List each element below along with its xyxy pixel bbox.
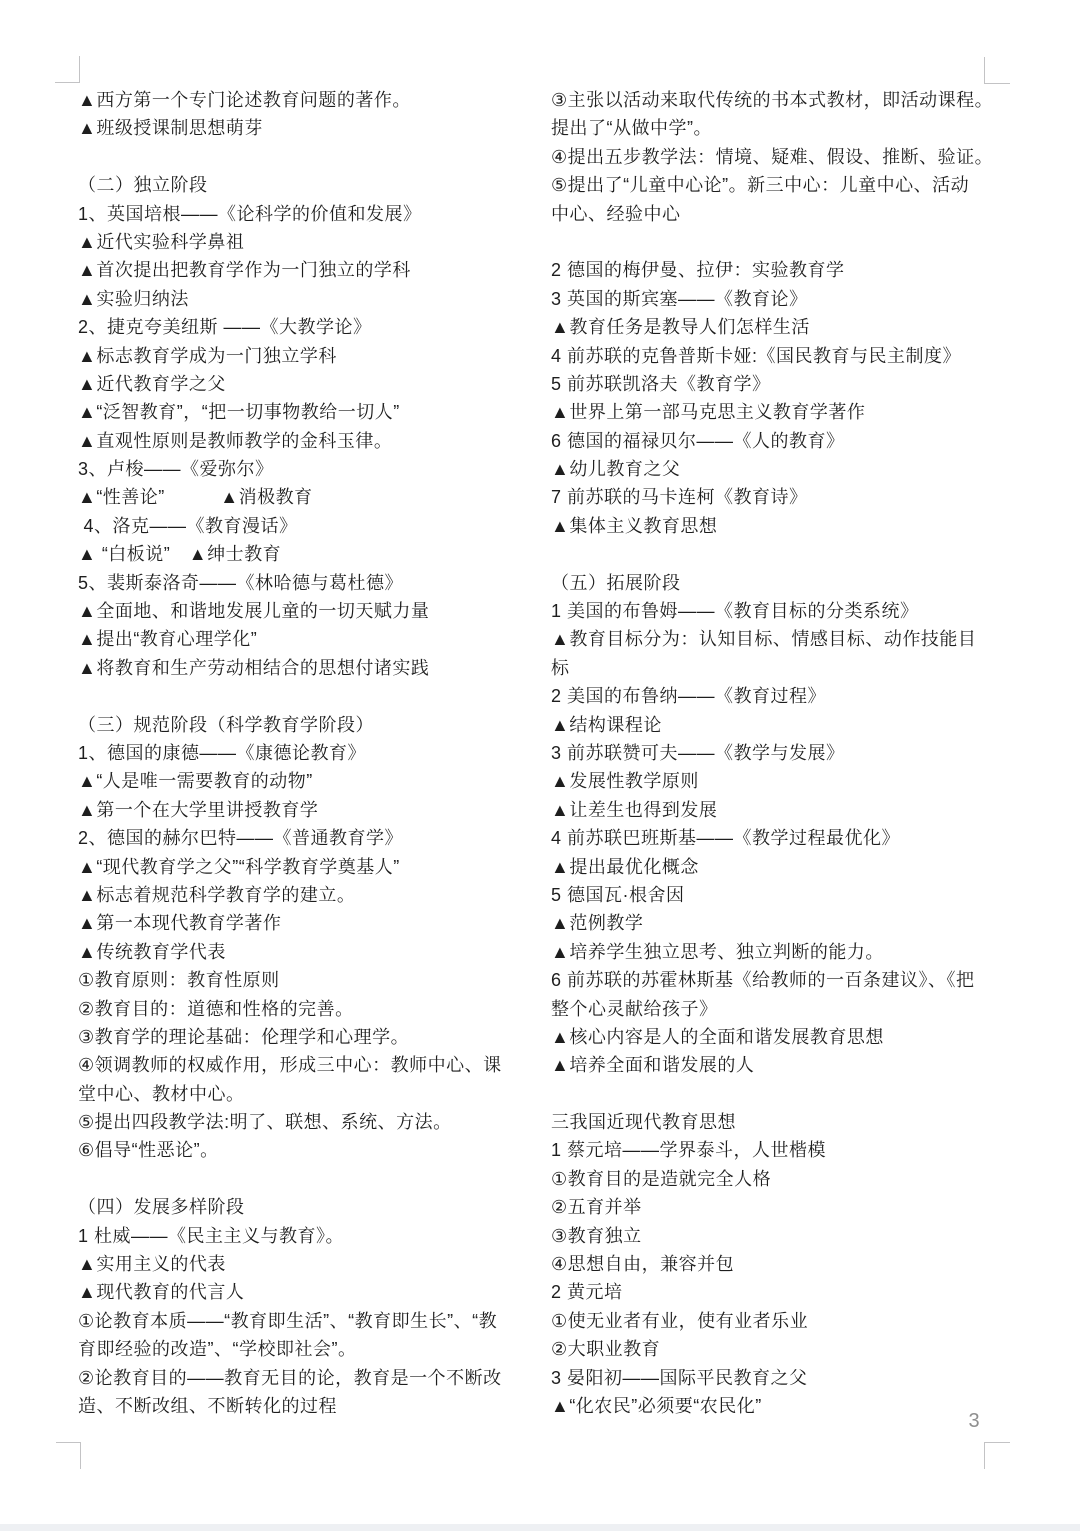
text-line: [551, 540, 1019, 568]
text-line: （五）拓展阶段: [551, 572, 681, 593]
text-line: ▲培养学生独立思考、独立判断的能力。: [551, 941, 884, 962]
text-line: ▲现代教育的代言人: [78, 1282, 245, 1303]
text-line: （三）规范阶段（科学教育学阶段）: [78, 714, 374, 735]
text-line: ①论教育本质——“教育即生活”、“教育即生长”、“教: [78, 1310, 498, 1331]
text-line: 标: [551, 657, 570, 678]
text-line: （二）独立阶段: [78, 175, 208, 196]
text-line: 4 前苏联巴班斯基——《教学过程最优化》: [551, 828, 901, 849]
text-line: ▲ “白板说” ▲绅士教育: [78, 544, 282, 565]
text-line: ▲传统教育学代表: [78, 941, 226, 962]
text-line: ▲近代教育学之父: [78, 373, 226, 394]
text-line: ▲集体主义教育思想: [551, 515, 718, 536]
text-line: ①使无业者有业，使有业者乐业: [551, 1310, 809, 1331]
text-line: ▲结构课程论: [551, 714, 662, 735]
text-line: 6 前苏联的苏霍林斯基《给教师的一百条建议》、《把: [551, 970, 975, 991]
text-line: ②大职业教育: [551, 1339, 661, 1360]
left-column: [78, 86, 540, 1420]
text-line: [78, 682, 540, 710]
text-line: ▲标志教育学成为一门独立学科: [78, 345, 337, 366]
text-line: 4、洛克——《教育漫话》: [78, 515, 298, 536]
text-line: 2、捷克夸美纽斯 ——《大教学论》: [78, 317, 372, 338]
text-line: ▲“泛智教育”，“把一切事物教给一切人”: [78, 402, 400, 423]
text-line: ①教育原则：教育性原则: [78, 970, 280, 991]
text-line: （四）发展多样阶段: [78, 1197, 245, 1218]
text-line: 2、德国的赫尔巴特——《普通教育学》: [78, 828, 404, 849]
text-line: ▲培养全面和谐发展的人: [551, 1055, 755, 1076]
text-line: ▲第一个在大学里讲授教育学: [78, 799, 319, 820]
text-line: [78, 143, 540, 171]
text-line: ②五育并举: [551, 1197, 642, 1218]
text-line: ▲西方第一个专门论述教育问题的著作。: [78, 90, 411, 110]
footer-strip: [0, 1524, 1080, 1531]
text-line: ③主张以活动来取代传统的书本式教材，即活动课程。: [551, 90, 994, 110]
text-line: 2 德国的梅伊曼、拉伊：实验教育学: [551, 260, 845, 281]
text-line: 三我国近现代教育思想: [551, 1112, 736, 1133]
text-line: ▲发展性教学原则: [551, 771, 699, 792]
crop-mark-top-left: [55, 56, 80, 83]
text-line: ④领调教师的权威作用，形成三中心：教师中心、课: [78, 1055, 502, 1076]
text-line: ▲第一本现代教育学著作: [78, 913, 282, 934]
crop-mark-bottom-right: [984, 1442, 1010, 1469]
crop-mark-top-right: [984, 57, 1010, 84]
text-line: 7 前苏联的马卡连柯《教育诗》: [551, 487, 808, 508]
text-line: 1 蔡元培——学界泰斗，人世楷模: [551, 1140, 827, 1161]
text-line: ▲将教育和生产劳动相结合的思想付诸实践: [78, 657, 430, 678]
text-line: ▲教育任务是教导人们怎样生活: [551, 317, 810, 338]
text-line: 1 美国的布鲁姆——《教育目标的分类系统》: [551, 601, 919, 622]
text-line: ▲首次提出把教育学作为一门独立的学科: [78, 260, 411, 281]
text-line: ⑤提出四段教学法:明了、联想、系统、方法。: [78, 1112, 452, 1133]
text-line: ▲近代实验科学鼻祖: [78, 231, 245, 252]
text-line: ③教育学的理论基础：伦理学和心理学。: [78, 1026, 410, 1047]
text-line: 5 前苏联凯洛夫《教育学》: [551, 373, 771, 394]
text-line: 3、卢梭——《爱弥尔》: [78, 459, 274, 480]
text-line: 3 英国的斯宾塞——《教育论》: [551, 288, 808, 309]
text-line: ▲“人是唯一需要教育的动物”: [78, 771, 313, 792]
text-line: ②论教育目的——教育无目的论，教育是一个不断改: [78, 1367, 502, 1388]
text-line: ①教育目的是造就完全人格: [551, 1168, 772, 1189]
text-line: [551, 228, 1019, 256]
text-line: 5 德国瓦·根舍因: [551, 884, 685, 905]
text-line: 1、德国的康德——《康德论教育》: [78, 742, 367, 763]
text-line: ②教育目的：道德和性格的完善。: [78, 998, 354, 1019]
text-line: 育即经验的改造”、“学校即社会”。: [78, 1339, 357, 1360]
text-line: [551, 1080, 1019, 1108]
text-line: ▲实验归纳法: [78, 288, 189, 309]
text-line: ▲世界上第一部马克思主义教育学著作: [551, 402, 866, 423]
text-line: ④思想自由，兼容并包: [551, 1254, 735, 1275]
text-line: ▲直观性原则是教师教学的金科玉律。: [78, 430, 393, 451]
text-line: 造、不断改组、不断转化的过程: [78, 1395, 337, 1416]
text-line: ▲全面地、和谐地发展儿童的一切天赋力量: [78, 601, 430, 622]
text-line: ▲班级授课制思想萌芽: [78, 118, 263, 139]
text-line: ▲标志着规范科学教育学的建立。: [78, 884, 356, 905]
text-line: ⑥倡导“性恶论”。: [78, 1140, 219, 1161]
text-line: 3 前苏联赞可夫——《教学与发展》: [551, 742, 845, 763]
text-line: ▲提出“教育心理学化”: [78, 629, 258, 650]
text-line: 提出了“从做中学”。: [551, 118, 712, 139]
text-line: 整个心灵献给孩子》: [551, 998, 718, 1019]
page-number: 3: [968, 1410, 980, 1432]
text-line: ⑤提出了“儿童中心论”。新三中心：儿童中心、活动: [551, 175, 970, 196]
text-line: ▲实用主义的代表: [78, 1254, 226, 1275]
text-line: ▲幼儿教育之父: [551, 459, 681, 480]
text-line: 3 晏阳初——国际平民教育之父: [551, 1367, 808, 1388]
text-line: 中心、经验中心: [551, 203, 681, 224]
text-line: ▲核心内容是人的全面和谐发展教育思想: [551, 1026, 884, 1047]
text-line: 5、裴斯泰洛奇——《林哈德与葛杜德》: [78, 572, 404, 593]
text-line: ④提出五步教学法：情境、疑难、假设、推断、验证。: [551, 146, 994, 167]
crop-mark-bottom-left: [56, 1442, 81, 1469]
text-line: 2 黄元培: [551, 1282, 623, 1303]
text-line: ▲范例教学: [551, 913, 644, 934]
text-line: 6 德国的福禄贝尔——《人的教育》: [551, 430, 845, 451]
text-line: ③教育独立: [551, 1225, 642, 1246]
text-line: ▲“现代教育学之父”“科学教育学奠基人”: [78, 856, 400, 877]
text-line: 4 前苏联的克鲁普斯卡娅:《国民教育与民主制度》: [551, 345, 962, 366]
text-line: 堂中心、教材中心。: [78, 1083, 245, 1104]
text-line: [78, 1165, 540, 1193]
text-line: 1、英国培根——《论科学的价值和发展》: [78, 203, 422, 224]
text-line: ▲让差生也得到发展: [551, 799, 718, 820]
right-column: [551, 86, 1019, 1420]
text-line: ▲“化农民”必须要“农民化”: [551, 1395, 762, 1416]
text-line: ▲提出最优化概念: [551, 856, 699, 877]
text-line: 1 杜威——《民主主义与教育》。: [78, 1225, 345, 1246]
text-line: ▲“性善论” ▲消极教育: [78, 487, 313, 508]
text-line: ▲教育目标分为：认知目标、情感目标、动作技能目: [551, 629, 977, 650]
text-line: 2 美国的布鲁纳——《教育过程》: [551, 686, 827, 707]
